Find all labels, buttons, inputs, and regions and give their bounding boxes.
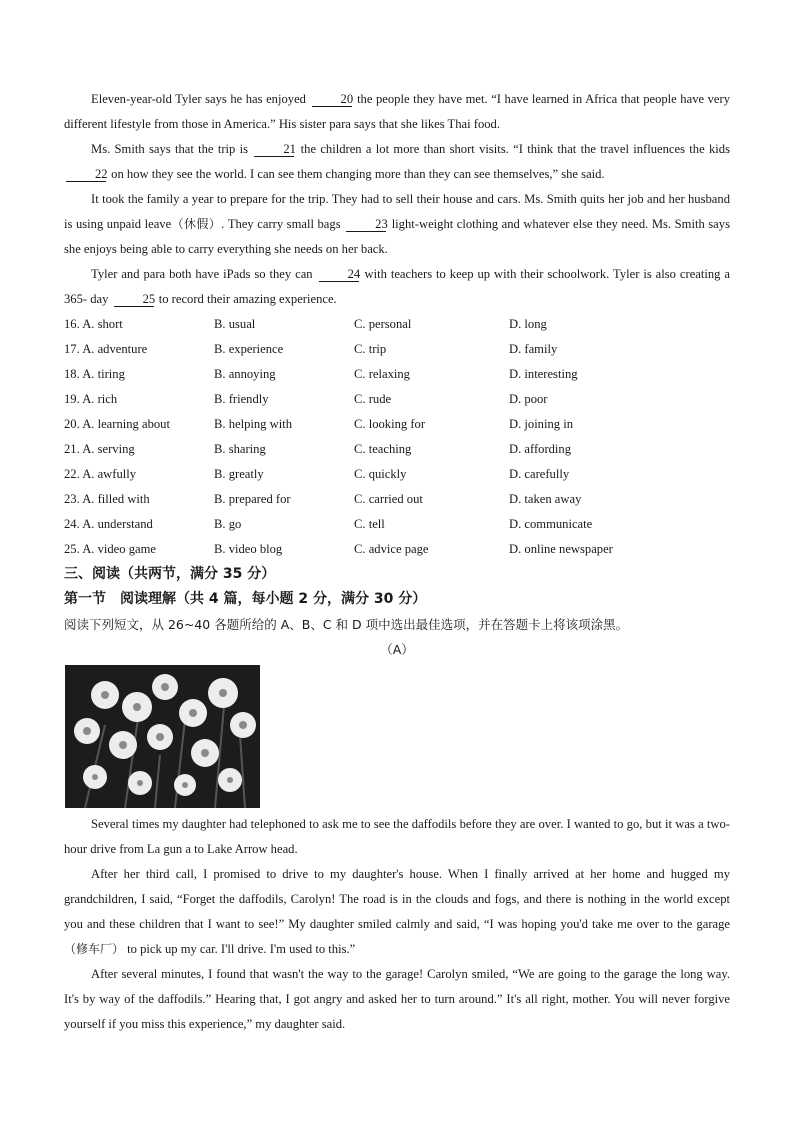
cloze-paragraph-4 [64,262,730,312]
text: on how they see the world. I can see them changing more than they can see themselves,” she said. [111,167,605,181]
option-d: D. carefully [509,467,570,481]
section-subtitle: 第一节 阅读理解（共 4 篇，每小题 2 分，满分 30 分） [64,591,427,607]
option-a: 21. A. serving [64,442,135,456]
option-row [64,462,730,487]
option-d: D. online newspaper [509,542,613,556]
option-a: 16. A. short [64,317,123,331]
option-c: C. looking for [354,417,426,431]
option-c: C. tell [354,517,385,531]
option-b: B. video blog [214,542,283,556]
section-instruction: 阅读下列短文，从 26~40 各题所给的 A、B、C 和 D 项中选出最佳选项，并在答题卡上将该项涂黑。 [64,617,629,632]
option-b: B. sharing [214,442,266,456]
option-b: B. go [214,517,242,531]
option-b: B. greatly [214,467,264,481]
option-b: B. friendly [214,392,269,406]
option-d: D. communicate [509,517,593,531]
option-d: D. joining in [509,417,574,431]
text: . They carry small bags [221,217,341,231]
text-cn: （休假） [171,217,222,231]
option-c: C. teaching [354,442,412,456]
text: Tyler and para both have iPads so they can [91,267,313,281]
option-row [64,412,730,437]
option-d: D. affording [509,442,572,456]
option-c: C. trip [354,342,387,356]
option-d: D. family [509,342,558,356]
blank-25: 25 [114,292,154,307]
blank-22: 22 [66,167,106,182]
blank-23: 23 [346,217,386,232]
option-a: 23. A. filled with [64,492,150,506]
option-c: C. advice page [354,542,429,556]
passage-a-paragraph-3: After several minutes, I found that wasn't the way to the garage! Carolyn smiled, “We are going to the garage the long way. It's by way of the daffodils.” Hearing that, I got angry and asked her to turn around.” It's all right, mother. You will never forgive yourself if you miss this experience,” my daughter said. [64,967,730,1031]
text: to pick up my car. I'll drive. I'm used to this.” [127,942,356,956]
options-list [64,312,730,562]
option-a: 22. A. awfully [64,467,137,481]
option-row [64,387,730,412]
option-a: 17. A. adventure [64,342,148,356]
daffodils-photo [65,665,260,808]
text: the people they have met. “I have learned in Africa that people have very different lifestyle from those in America.” His sister para says that she likes Thai food. [64,92,731,131]
daffodils-image [65,665,260,808]
option-a: 18. A. tiring [64,367,125,381]
passage-label: （A） [380,642,414,657]
section-title: 三、阅读（共两节，满分 35 分） [64,566,276,582]
text: Eleven-year-old Tyler says he has enjoyed [91,92,306,106]
option-row [64,437,730,462]
option-c: C. personal [354,317,412,331]
cloze-paragraph-2 [64,137,730,187]
option-b: B. annoying [214,367,276,381]
blank-21: 21 [254,142,294,157]
blank-20: 20 [312,92,352,107]
option-c: C. rude [354,392,392,406]
option-b: B. experience [214,342,284,356]
text: It took the family a year to prepare for the trip. They had to sell their house and cars. Ms. Smith quits her job and her husband is using unpaid leave [64,192,730,231]
option-c: C. carried out [354,492,423,506]
option-d: D. taken away [509,492,582,506]
option-row [64,537,730,562]
passage-a-paragraph-1: Several times my daughter had telephoned to ask me to see the daffodils before they are over. I wanted to go, but it was a two-hour drive from La gun a to Lake Arrow head. [64,817,730,856]
option-row [64,312,730,337]
option-b: B. usual [214,317,256,331]
text-cn: （修车厂） [64,942,125,956]
option-a: 20. A. learning about [64,417,170,431]
text: After her third call, I promised to drive to my daughter's house. When I finally arrived at her home and hugged my grandchildren, I said, “Forget the daffodils, Carolyn! The road is in the clouds and fogs, and there is nothing in the world except you and these children that I want to see!” My daughter smiled calmly and said, “I was hoping you'd take me over to the garage [64,867,730,931]
text: with teachers to keep up with their schoolwork. Tyler is also creating a 365- day [64,267,731,306]
text: Ms. Smith says that the trip is [91,142,249,156]
text: light-weight clothing and whatever else they need. Ms. Smith says she enjoys being able to carry everything she needs on her back. [64,217,730,256]
option-a: 19. A. rich [64,392,118,406]
option-a: 24. A. understand [64,517,153,531]
cloze-paragraph-3 [64,187,730,262]
option-row [64,487,730,512]
option-a: 25. A. video game [64,542,156,556]
blank-24: 24 [319,267,359,282]
option-c: C. relaxing [354,367,410,381]
option-d: D. poor [509,392,548,406]
text: the children a lot more than short visits. “I think that the travel influences the kids [300,142,730,156]
option-row [64,337,730,362]
cloze-paragraph-1 [64,87,730,137]
option-b: B. prepared for [214,492,291,506]
passage-a-paragraph-2 [64,862,730,962]
option-d: D. long [509,317,547,331]
text: to record their amazing experience. [158,292,337,306]
option-row [64,362,730,387]
option-b: B. helping with [214,417,293,431]
exam-page [64,87,730,1037]
option-row [64,512,730,537]
option-d: D. interesting [509,367,578,381]
option-c: C. quickly [354,467,407,481]
